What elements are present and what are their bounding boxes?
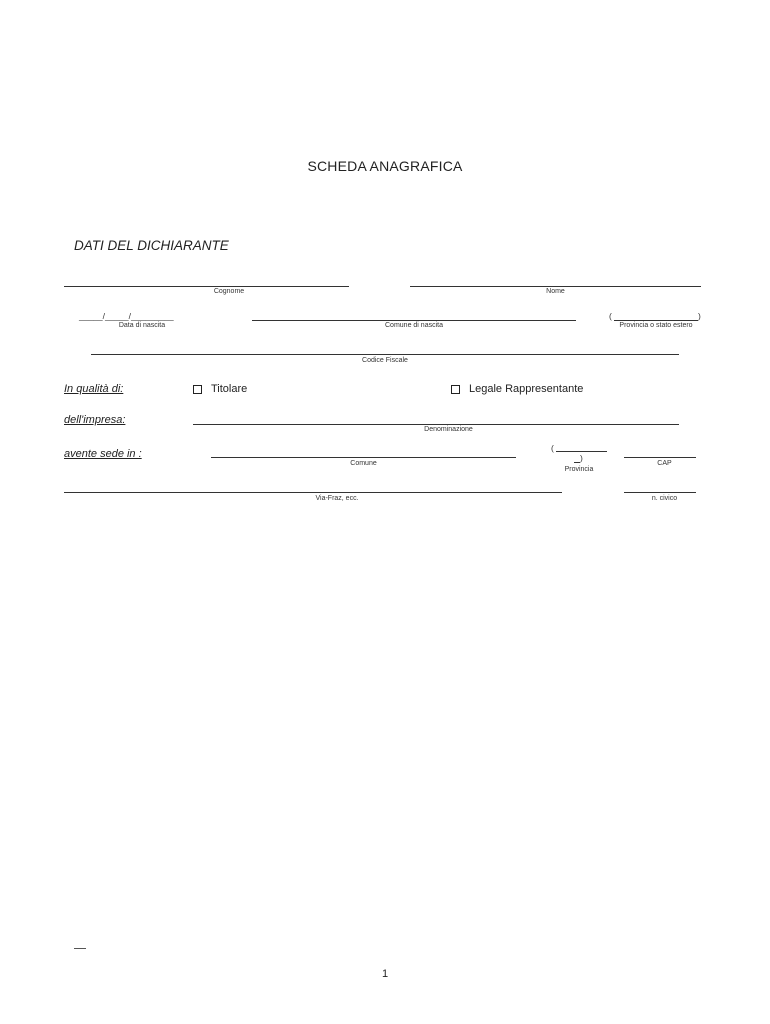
date-field[interactable]: _____/_____/_________ bbox=[79, 311, 174, 321]
civico-field[interactable] bbox=[624, 492, 696, 493]
comune-caption: Comune bbox=[350, 460, 377, 467]
sede-comune-field[interactable] bbox=[211, 457, 516, 458]
page-number: 1 bbox=[381, 968, 389, 980]
via-field[interactable] bbox=[64, 492, 562, 493]
denominazione-caption: Denominazione bbox=[424, 426, 473, 433]
provincia-close-paren: ) bbox=[580, 453, 583, 463]
cognome-field[interactable] bbox=[64, 286, 349, 287]
data-nascita-caption: Data di nascita bbox=[118, 322, 166, 329]
legale-label: Legale Rappresentante bbox=[469, 383, 584, 395]
codice-fiscale-caption: Codice Fiscale bbox=[362, 357, 408, 364]
comune-nascita-field[interactable] bbox=[252, 320, 576, 321]
impresa-label: dell'impresa: bbox=[64, 414, 126, 426]
footnote-separator bbox=[74, 948, 86, 949]
denominazione-field[interactable] bbox=[193, 424, 679, 425]
sede-label: avente sede in : bbox=[64, 448, 142, 460]
titolare-option[interactable] bbox=[193, 383, 247, 395]
in-qualita-label: In qualità di: bbox=[64, 383, 124, 395]
document-title: SCHEDA ANAGRAFICA bbox=[307, 158, 463, 174]
provincia-field-top[interactable] bbox=[556, 451, 607, 452]
titolare-checkbox[interactable] bbox=[193, 385, 202, 394]
legale-checkbox[interactable] bbox=[451, 385, 460, 394]
via-caption: Via-Fraz, ecc. bbox=[315, 495, 359, 502]
section-title: DATI DEL DICHIARANTE bbox=[74, 238, 229, 253]
cognome-caption: Cognome bbox=[213, 288, 245, 295]
civico-caption: n. civico bbox=[651, 495, 678, 502]
provincia-estero-field[interactable] bbox=[614, 320, 698, 321]
nome-field[interactable] bbox=[410, 286, 701, 287]
cap-caption: CAP bbox=[657, 460, 672, 467]
comune-nascita-caption: Comune di nascita bbox=[385, 322, 443, 329]
provincia-estero-caption: Provincia o stato estero bbox=[619, 322, 693, 329]
codice-fiscale-field[interactable] bbox=[91, 354, 679, 355]
open-paren: ( bbox=[609, 311, 612, 321]
legale-option[interactable] bbox=[451, 383, 583, 395]
titolare-label: Titolare bbox=[211, 383, 248, 395]
provincia-caption: Provincia bbox=[564, 466, 594, 473]
close-paren: ) bbox=[698, 311, 701, 321]
cap-field[interactable] bbox=[624, 457, 696, 458]
provincia-open-paren: ( bbox=[551, 443, 554, 453]
nome-caption: Nome bbox=[546, 288, 565, 295]
